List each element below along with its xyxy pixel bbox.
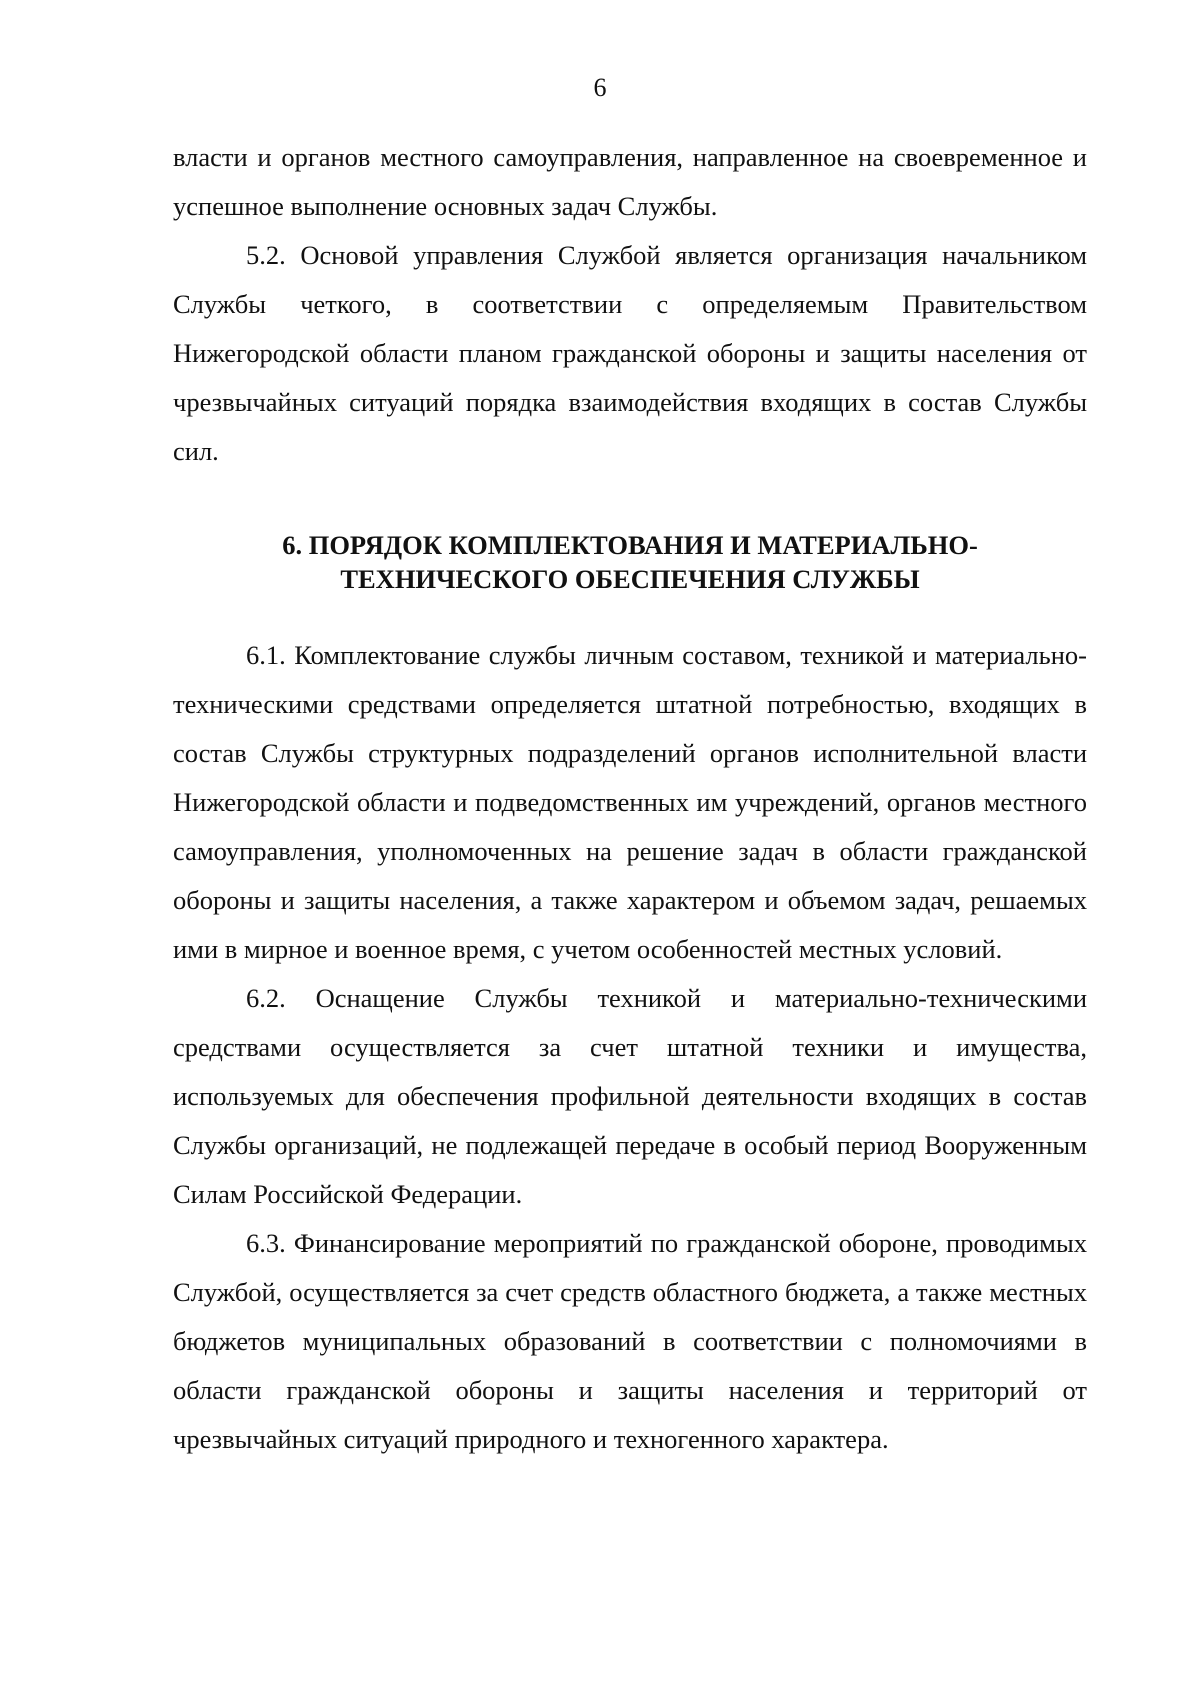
document-body: [173, 133, 1087, 1464]
paragraph-6-2: 6.2. Оснащение Службы техникой и материально-техническими средствами осуществляется за счет штатной техники и имущества, используемых для обеспечения профильной деятельности входящих в состав Службы организаций, не подлежащей передаче в особый период Вооруженным Силам Российской Федерации.: [173, 983, 1087, 1209]
page-number: 6: [593, 73, 607, 102]
paragraph-continuation: власти и органов местного самоуправления, направленное на своевременное и успешное выполнение основных задач Службы.: [173, 142, 1087, 221]
paragraph-5-2: 5.2. Основой управления Службой является организация начальником Службы четкого, в соответствии с определяемым Правительством Нижегородской области планом гражданской обороны и защиты населения от чрезвычайных ситуаций порядка взаимодействия входящих в состав Службы сил.: [173, 240, 1087, 466]
paragraph-6-1: 6.1. Комплектование службы личным составом, техникой и материально-техническими средствами определяется штатной потребностью, входящих в состав Службы структурных подразделений органов исполнительной власти Нижегородской области и подведомственных им учреждений, органов местного самоуправления, уполномоченных на решение задач в области гражданской обороны и защиты населения, а также характером и объемом задач, решаемых ими в мирное и военное время, с учетом особенностей местных условий.: [173, 640, 1087, 964]
section-heading-line-2: ТЕХНИЧЕСКОГО ОБЕСПЕЧЕНИЯ СЛУЖБЫ: [340, 564, 920, 594]
section-heading: [173, 528, 1087, 596]
section-heading-line-1: 6. ПОРЯДОК КОМПЛЕКТОВАНИЯ И МАТЕРИАЛЬНО-: [282, 530, 978, 560]
paragraph-6-3: 6.3. Финансирование мероприятий по гражданской обороне, проводимых Службой, осуществляется за счет средств областного бюджета, а также местных бюджетов муниципальных образований в соответствии с полномочиями в области гражданской обороны и защиты населения и территорий от чрезвычайных ситуаций природного и техногенного характера.: [173, 1228, 1087, 1454]
